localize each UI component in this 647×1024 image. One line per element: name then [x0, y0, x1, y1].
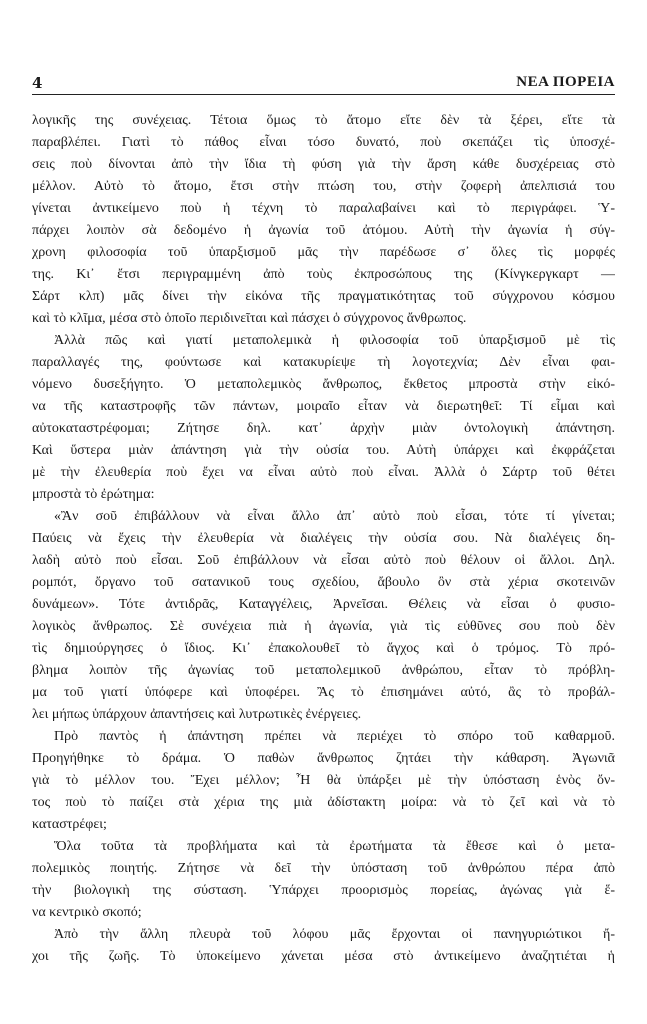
text-line: σεις ποὺ δίνονται ἀπὸ τὴν ἴδια τὴ φύση γιὰ τὴν ἄρση κάθε δυσχέρειας στὸ — [32, 157, 615, 172]
text-line: να κεντρικὸ σκοπό; — [32, 905, 142, 920]
text-line: Προηγήθηκε τὸ δράμα. Ὁ παθὼν ἄνθρωπος ζητάει τὴν κάθαρση. Ἀγωνιᾶ — [32, 751, 615, 766]
text-line: λαδὴ αὐτὸ ποὺ εἶσαι. Σοῦ ἐπιβάλλουν νὰ εἶσαι αὐτὸ ποὺ θέλουν οἱ ἄλλοι. Δηλ. — [32, 553, 615, 568]
text-line: Σάρτ κλπ) μᾶς δίνει τὴν εἰκόνα τῆς πραγματικότητας τοῦ σύγχρονου κόσμου — [32, 289, 615, 304]
text-line: Καὶ ὕστερα μιὰν ἀπάντηση γιὰ τὴν οὐσία του. Αὐτὴ ὑπάρχει καὶ ἐκφράζεται — [32, 443, 615, 458]
text-line: μπροστὰ τὸ ἐρώτημα: — [32, 487, 155, 502]
text-line: λογικὸς ἄνθρωπος. Σὲ συνέχεια πιὰ ἡ ἀγωνία, γιὰ τὶς εὐθῦνες σου ποὺ δὲν — [32, 619, 615, 634]
text-line: πάρχει λοιπὸν σὰ δεδομένο ἡ ἀγωνία τοῦ ἀτόμου. Αὐτὴ τὴν ἀγωνία ἡ σύγ- — [32, 223, 615, 238]
text-line: Παύεις νὰ ἔχεις τὴν ἐλευθερία νὰ διαλέγεις τὴν οὐσία σου. Νὰ διαλέγεις δη- — [32, 531, 615, 546]
text-line: τὴν βιολογικὴ της σύσταση. Ὑπάρχει προορισμὸς πορείας, ἀγώνας γιὰ ἕ- — [32, 883, 615, 898]
text-line: λογικῆς της συνέχειας. Τέτοια ὅμως τὸ ἄτομο εἴτε δὲν τὰ ξέρει, εἴτε τὰ — [32, 113, 615, 128]
journal-title: ΝΕΑ ΠΟΡΕΙΑ — [516, 74, 615, 90]
text-line: λει μήπως ὑπάρχουν ἀπαντήσεις καὶ λυτρωτικὲς ἐνέργειες. — [32, 707, 362, 722]
text-line: Ἀλλὰ πῶς καὶ γιατί μεταπολεμικὰ ἡ φιλοσοφία τοῦ ὑπαρξισμοῦ μὲ τὶς — [54, 333, 615, 348]
text-line: καταστρέφει; — [32, 817, 107, 832]
text-line: χοι τῆς ζωῆς. Τὸ ὑποκείμενο χάνεται μέσα στὸ ἀντικείμενο ἀναζητιέται ἡ — [32, 949, 615, 964]
text-line: ρομπότ, ὄργανο τοῦ σατανικοῦ τους σχεδίου, ἄβουλο ὂν στὰ χέρια σκοτεινῶν — [32, 575, 615, 590]
text-line: βλημα λοιπὸν τῆς ἀγωνίας τοῦ μεταπολεμικοῦ ἀνθρώπου, εἶταν τὸ πρόβλη- — [32, 663, 615, 678]
text-line: πολεμικὸς ποιητής. Ζήτησε νὰ δεῖ τὴν ὑπόσταση τοῦ ἀνθρώπου πέρα ἀπὸ — [32, 861, 615, 876]
text-line: Ὅλα τοῦτα τὰ προβλήματα καὶ τὰ ἐρωτήματα τὰ ἔθεσε καὶ ὁ μετα- — [54, 839, 615, 854]
text-line: «Ἂν σοῦ ἐπιβάλλουν νὰ εἶναι ἄλλο ἀπ᾿ αὐτὸ ποὺ εἶσαι, τότε τί γίνεται; — [54, 509, 615, 524]
text-line: χρονη φιλοσοφία τοῦ ὑπαρξισμοῦ μᾶς τὴν παρέδωσε σ᾿ ὅλες τὶς μορφές — [32, 245, 615, 260]
text-line: καὶ τὸ κλῖμα, μέσα στὸ ὁποῖο περιδινεῖται καὶ πάσχει ὁ σύγχρονος ἄνθρωπος. — [32, 311, 467, 326]
text-line: παραλλαγές της, φούντωσε καὶ κατακυρίεψε τὴ λογοτεχνία; Δὲν εἶναι φαι- — [32, 355, 615, 370]
text-line: μα τοῦ γιατί ὑπόφερε καὶ ὑποφέρει. Ἂς τὸ ἐπισημάνει αὐτό, ἂς τὸ προβάλ- — [32, 685, 615, 700]
article-body — [32, 110, 615, 968]
text-line: Πρὸ παντὸς ἡ ἀπάντηση πρέπει νὰ περιέχει τὸ σπόρο τοῦ καθαρμοῦ. — [54, 729, 615, 744]
text-line: Ἀπὸ τὴν ἄλλη πλευρὰ τοῦ λόφου μᾶς ἔρχονται οἱ πανηγυριώτικοι ἤ- — [54, 927, 615, 942]
text-line: μέλλον. Αὐτὸ τὸ ἄτομο, ἔτσι στὴν πτώση του, στὴν ζοφερὴ ἀπελπισιά του — [32, 179, 615, 194]
text-line: να τῆς καταστροφῆς τῶν πάντων, μοιραῖο εἶταν νὰ διερωτηθεῖ: Τί εἶμαι καὶ — [32, 399, 615, 414]
text-line: της. Κι᾿ ἔτσι περιγραμμένη ἀπὸ τοὺς ἐκπροσώπους της (Κίνγκεργκαρτ — — [32, 267, 615, 282]
text-line: τὶς δημιούργησες ὁ ἴδιος. Κι᾿ ἐπακολουθεῖ τὸ ἄγχος καὶ ὁ τρόμος. Τὸ πρό- — [32, 641, 615, 656]
text-line: παραβλέπει. Γιατὶ τὸ πάθος εἶναι τόσο δυνατό, ποὺ σκεπάζει τὶς ὑποσχέ- — [32, 135, 615, 150]
page-number: 4 — [32, 74, 43, 92]
text-line: μὲ τὴν ἐλευθερία ποὺ ἔχει να εἶναι αὐτὸ ποὺ εἶναι. Ἀλλὰ ὁ Σάρτρ τοῦ θέτει — [32, 465, 615, 480]
text-line: γιὰ τὸ μέλλον του. Ἔχει μέλλον; Ἦ θὰ ὑπάρξει μὲ τὴν ὑπόσταση ἑνὸς ὄν- — [32, 773, 615, 788]
text-line: τος ποὺ τὸ παίζει στὰ χέρια της μιὰ ἀδίστακτη μοίρα: νὰ τὸ ζεῖ καὶ νὰ τὸ — [32, 795, 615, 810]
text-line: δυνάμεων». Τότε ἀντιδρᾶς, Καταγγέλεις, Ἀρνεῖσαι. Θέλεις νὰ εἶσαι ὁ φυσιο- — [32, 597, 615, 612]
text-line: νόμενο δυσεξήγητο. Ὁ μεταπολεμικὸς ἄνθρωπος, ἔκθετος μπροστὰ στὴν εἰκό- — [32, 377, 615, 392]
text-line: αὐτοκαταστρέφομαι; Ζήτησε δηλ. κατ᾿ ἀρχὴν μιὰν ὀντολογικὴ ἀπάντηση. — [32, 421, 615, 436]
page-header — [32, 70, 615, 95]
text-line: γίνεται ἀντικείμενο ποὺ ἡ τέχνη τὸ παραλαβαίνει καὶ τὸ περιγράφει. Ὑ- — [32, 201, 615, 216]
